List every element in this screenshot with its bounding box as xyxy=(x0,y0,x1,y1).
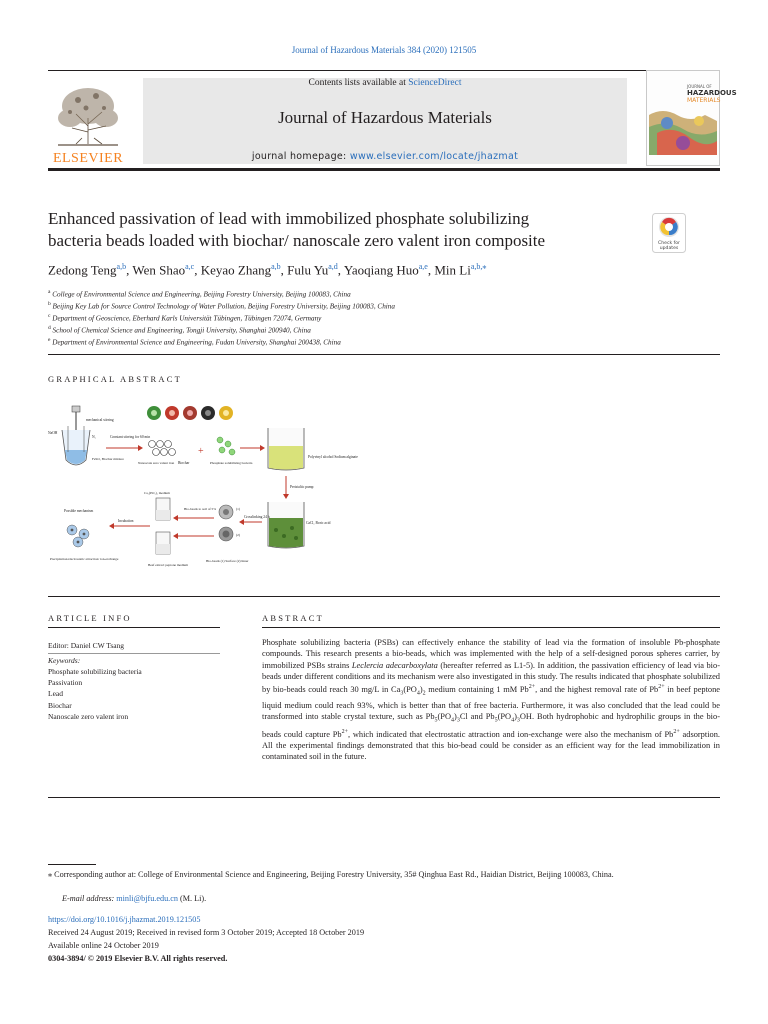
author-name[interactable]: Zedong Teng xyxy=(48,262,117,278)
abstract-rule xyxy=(262,627,720,628)
title-block-rule xyxy=(48,354,720,355)
author-separator: , xyxy=(194,262,201,278)
svg-text:+: + xyxy=(198,446,204,457)
abstract-text: Phosphate solubilizing bacteria (PSBs) can effectively enhance the stability of lead via the formation of insoluble Pb-phosphate compounds. This research presents a bio-beads, which was implemented with the help of a self-designed porous spheres carrier, by immobilized PSBs strains Leclercia adecarboxylata (hereafter referred as L1-5). In addition, the passivation efficiency of lead via bio-beads under different conditions and its mechanism were also investigated in this study. The results indicated that phosphate solubilized by bio-beads could reach 30 mg/L in $Ca_3(PO_4)_2$ medium containing 1 mM $Pb^{2+}$, and the highest removal rate of $Pb^{2+}$ in beef peptone liquid medium could reach 93%, which is better than that of free bacteria. Furthermore, it was also concluded that the lead could be transformed into stable crystal texture, such as $Pb_5(PO_4)_3Cl$ and $Pb_5(PO_4)_3OH$. Both hydrophobic and hydrophilic groups in the bio-beads could capture $Pb^{2+}$, which indicated that electrostatic attraction and ion-exchange were also the mechanism of $Pb^{2+}$ adsorption. All the experimental findings demonstrated that this bio-bead could be consider as an efficient way for the lead immobilization in contaminated soil in the future. xyxy=(262,638,721,762)
keyword-item: Biochar xyxy=(48,700,72,710)
keyword-item: Nanoscale zero valent iron xyxy=(48,711,129,721)
title-line-1: Enhanced passivation of lead with immobilized phosphate solubilizing xyxy=(48,209,530,228)
copyright-line: 0304-3894/ © 2019 Elsevier B.V. All rights reserved. xyxy=(48,954,228,963)
affiliation-text: School of Chemical Science and Engineering, Tongji University, Shanghai 200940, China xyxy=(52,326,311,335)
affiliation-line xyxy=(48,313,688,322)
affiliation-text: Department of Environmental Science and Engineering, Fudan University, Shanghai 200438, China xyxy=(52,338,341,347)
ga-mech-stirring: mechanical stirring xyxy=(86,418,114,422)
author-affiliation-marker[interactable]: a,b xyxy=(116,262,127,271)
contents-line xyxy=(143,78,627,88)
graphical-abstract-figure xyxy=(48,400,358,572)
abstract-heading: ABSTRACT xyxy=(262,613,324,623)
keyword-item: Phosphate solubilizing bacteria xyxy=(48,667,142,676)
cover-line-1: JOURNAL OF xyxy=(687,84,712,89)
keywords-label: Keywords: xyxy=(48,656,81,665)
affiliation-key: a xyxy=(48,289,51,295)
author-separator: , xyxy=(337,262,344,278)
author-separator: , xyxy=(126,262,133,278)
received-dates: Received 24 August 2019; Received in revised form 3 October 2019; Accepted 18 October 2019 xyxy=(48,928,365,937)
footnote-rule xyxy=(48,864,96,865)
journal-homepage xyxy=(143,151,627,162)
cover-line-3: MATERIALS xyxy=(687,97,721,104)
ga-biochar: Biochar xyxy=(178,461,190,465)
email-label: E-mail address: xyxy=(62,894,115,903)
author-affiliation-marker[interactable]: a,c xyxy=(185,262,195,271)
elsevier-tree-logo xyxy=(48,78,128,164)
ga-biobeads-soil: Bio-beads to soil of 5% xyxy=(184,507,217,511)
ga-naoh: NaOH xyxy=(48,431,58,435)
cover-art xyxy=(647,71,737,165)
doi-link[interactable]: https://doi.org/10.1016/j.jhazmat.2019.121505 xyxy=(48,915,201,924)
available-online: Available online 24 October 2019 xyxy=(48,941,159,950)
crossmark-label-1: Check for xyxy=(658,241,680,246)
affiliation-line xyxy=(48,337,688,346)
corresponding-author-note: ⁎ Corresponding author at: College of Environmental Science and Engineering, Beijing Forestry University, 35# Qinghua East Rd., Haidian District, Beijing 100083, China. xyxy=(48,870,614,879)
journal-cover-thumbnail[interactable] xyxy=(646,70,737,166)
ga-feso4: FeSO₄ Biochar mixture xyxy=(92,457,124,461)
author-separator: , xyxy=(280,262,288,278)
author-list xyxy=(48,262,688,278)
check-for-updates-icon[interactable] xyxy=(652,213,686,253)
cover-line-2: HAZARDOUS xyxy=(687,89,737,97)
sciencedirect-link[interactable]: ScienceDirect xyxy=(408,78,462,88)
journal-citation[interactable]: Journal of Hazardous Materials 384 (2020) 121505 xyxy=(291,45,477,55)
contents-prefix: Contents lists available at xyxy=(308,78,409,88)
keyword-item: Lead xyxy=(48,689,63,699)
affiliation-key: d xyxy=(48,325,51,331)
author-affiliation-marker[interactable]: a,b,⁎ xyxy=(470,262,487,271)
ga-one: (1) xyxy=(236,507,240,511)
affiliation-line xyxy=(48,301,688,310)
ga-ca-medium: Ca₃(PO₄)₂ medium xyxy=(144,491,170,495)
affiliation-key: c xyxy=(48,313,51,319)
ga-beef: Beef extract peptone medium xyxy=(148,563,189,567)
email-suffix: (M. Li). xyxy=(177,894,207,903)
ga-precip: Precipitation/electrostatic attraction/ ion-exchange xyxy=(50,557,119,561)
graphical-abstract-heading: GRAPHICAL ABSTRACT xyxy=(48,374,182,384)
graphical-abstract-rule xyxy=(48,596,720,597)
affiliation-key: b xyxy=(48,301,51,307)
affiliation-text: Beijing Key Lab for Source Control Technology of Water Pollution, Beijing Forestry University, Beijing 100083, China xyxy=(52,302,395,311)
ga-peristaltic: Peristaltic pump xyxy=(290,485,314,489)
article-title xyxy=(48,208,638,252)
homepage-prefix: journal homepage: xyxy=(251,151,350,162)
article-info-heading: ARTICLE INFO xyxy=(48,613,132,623)
editor-line: Editor: Daniel CW Tsang xyxy=(48,641,125,650)
keyword-item: Passivation xyxy=(48,678,83,688)
author-name[interactable]: Keyao Zhang xyxy=(200,262,272,278)
ga-cacl2: CaCl₂ Boric acid xyxy=(306,521,331,525)
author-affiliation-marker[interactable]: a,d xyxy=(328,262,338,271)
affiliation-text: Department of Geoscience, Eberhard Karls Universität Tübingen, Tübingen 72074, Germany xyxy=(52,314,322,323)
ga-constant-stirring: Constant stirring for 60 min xyxy=(110,435,151,439)
author-name[interactable]: Wen Shao xyxy=(132,262,186,278)
email-link[interactable]: minli@bjfu.edu.cn xyxy=(116,894,178,903)
journal-title: Journal of Hazardous Materials xyxy=(278,108,492,127)
title-line-2: bacteria beads loaded with biochar/ nanoscale zero valent iron composite xyxy=(48,231,546,250)
ga-nzvi: Nanoscale zero valent iron xyxy=(138,461,175,465)
author-affiliation-marker[interactable]: a,e xyxy=(418,262,428,271)
author-affiliation-marker[interactable]: a,b xyxy=(271,262,281,271)
header-bottom-rule xyxy=(48,168,720,171)
ga-two: (2) xyxy=(236,533,240,537)
abstract-bottom-rule xyxy=(48,797,720,798)
affiliation-line xyxy=(48,325,688,334)
affiliation-key: e xyxy=(48,337,51,343)
ga-biobeads: Bio-beads (1) Surface (2) Inner xyxy=(206,559,249,563)
ga-incubation: Incubation xyxy=(118,519,134,523)
editor-rule xyxy=(48,653,220,654)
author-name[interactable]: Fulu Yu xyxy=(287,262,329,278)
elsevier-wordmark: ELSEVIER xyxy=(52,151,124,166)
ga-n2: N₂ xyxy=(92,435,96,439)
crossmark-label-2: updates xyxy=(659,246,679,251)
homepage-link[interactable]: www.elsevier.com/locate/jhazmat xyxy=(349,151,519,162)
email-line xyxy=(48,893,734,904)
author-separator: , xyxy=(427,262,435,278)
author-name[interactable]: Min Li xyxy=(434,262,471,278)
affiliation-text: College of Environmental Science and Engineering, Beijing Forestry University, Beijing 100083, China xyxy=(52,290,351,299)
author-name[interactable]: Yaoqiang Huo xyxy=(343,262,419,278)
article-info-rule xyxy=(48,627,220,628)
ga-crosslinking: Crosslinking 24 h xyxy=(244,515,270,519)
ga-pva: Polyvinyl alcohol Sodium alginate xyxy=(308,455,358,459)
header-top-rule xyxy=(48,70,720,71)
ga-psb: Phosphate solubilizing bacteria xyxy=(210,461,253,465)
affiliation-line xyxy=(48,289,688,298)
ga-possible: Possible mechanism xyxy=(64,509,94,513)
